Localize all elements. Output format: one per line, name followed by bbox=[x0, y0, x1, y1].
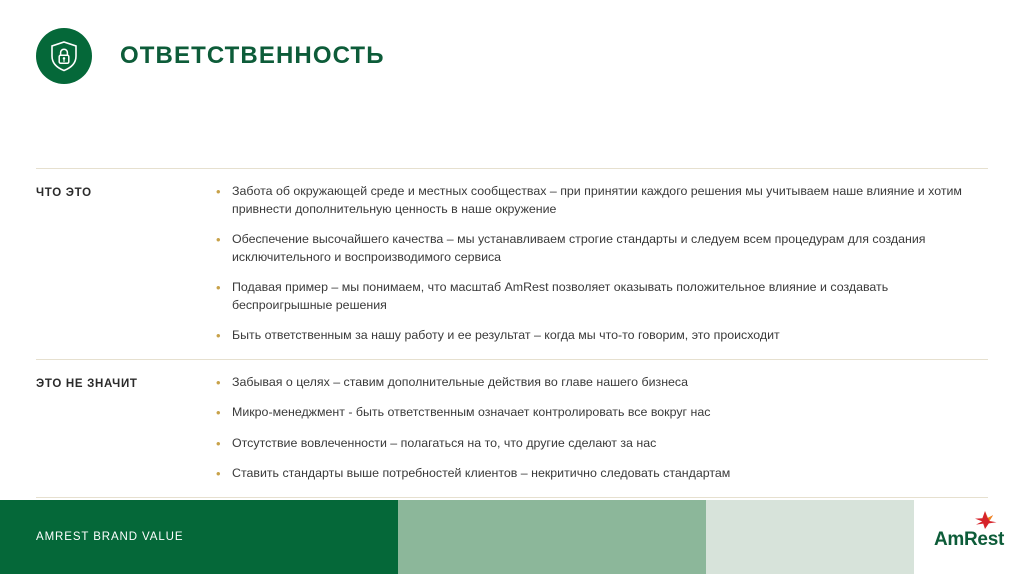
spark-icon bbox=[972, 510, 998, 535]
footer-band-mid bbox=[398, 500, 706, 574]
slide-footer bbox=[0, 500, 1024, 574]
footer-label: AMREST BRAND VALUE bbox=[36, 531, 184, 543]
bullet-text: Забывая о целях – ставим дополнительные действия во главе нашего бизнеса bbox=[232, 374, 689, 389]
section-what-it-is bbox=[36, 169, 988, 359]
bullet-dot-icon: • bbox=[216, 466, 221, 481]
footer-band-light bbox=[706, 500, 914, 574]
logo-am: Am bbox=[934, 529, 965, 550]
bullet-text: Отсутствие вовлеченности – полагаться на то, что другие сделают за нас bbox=[232, 435, 657, 450]
bullet-dot-icon: • bbox=[216, 328, 221, 343]
bullet-dot-icon: • bbox=[216, 374, 221, 390]
list-item bbox=[214, 327, 988, 345]
bullet-text: Быть ответственным за нашу работу и ее результат – когда мы что-то говорим, это происходит bbox=[232, 328, 780, 342]
bullet-text: Обеспечение высочайшего качества – мы устанавливаем строгие стандарты и следуем всем процедурам для создания исключительного и воспроизводимого сервиса bbox=[232, 232, 926, 264]
bullet-text: Подавая пример – мы понимаем, что масштаб AmRest позволяет оказывать положительное влияние и создавать беспроигрышные решения bbox=[232, 280, 889, 312]
section-label: ЧТО ЭТО bbox=[36, 187, 92, 199]
slide-header bbox=[0, 0, 1024, 112]
bullet-dot-icon: • bbox=[216, 184, 221, 199]
bullet-dot-icon: • bbox=[216, 435, 221, 451]
list-item bbox=[214, 183, 988, 218]
amrest-logo bbox=[934, 523, 1004, 551]
footer-band-dark bbox=[0, 500, 398, 574]
footer-logo-area bbox=[914, 500, 1024, 574]
list-item bbox=[214, 231, 988, 266]
list-item bbox=[214, 404, 988, 422]
bullet-dot-icon: • bbox=[216, 280, 221, 295]
bullet-list bbox=[214, 374, 988, 485]
shield-lock-icon bbox=[49, 40, 79, 72]
list-item bbox=[214, 374, 988, 392]
responsibility-badge bbox=[36, 28, 92, 84]
bullet-dot-icon: • bbox=[216, 232, 221, 247]
content-table bbox=[36, 168, 988, 498]
list-item bbox=[214, 279, 988, 314]
section-label: ЭТО НЕ ЗНАЧИТ bbox=[36, 377, 138, 390]
logo-rest: Rest bbox=[964, 529, 1004, 550]
bullet-text: Ставить стандарты выше потребностей клиентов – некритично следовать стандартам bbox=[232, 466, 731, 480]
page-title: ОТВЕТСТВЕННОСТЬ bbox=[120, 42, 385, 69]
section-what-it-is-not bbox=[36, 360, 988, 497]
list-item bbox=[214, 465, 988, 483]
bullet-list bbox=[214, 183, 988, 347]
list-item bbox=[214, 435, 988, 453]
bullet-text: Забота об окружающей среде и местных сообществах – при принятии каждого решения мы учитываем наше влияние и хотим привнести дополнительную ценность в наше окружение bbox=[232, 184, 962, 216]
divider-bottom bbox=[36, 497, 988, 498]
bullet-text: Микро-менеджмент - быть ответственным означает контролировать все вокруг нас bbox=[232, 405, 711, 419]
bullet-dot-icon: • bbox=[216, 405, 221, 420]
